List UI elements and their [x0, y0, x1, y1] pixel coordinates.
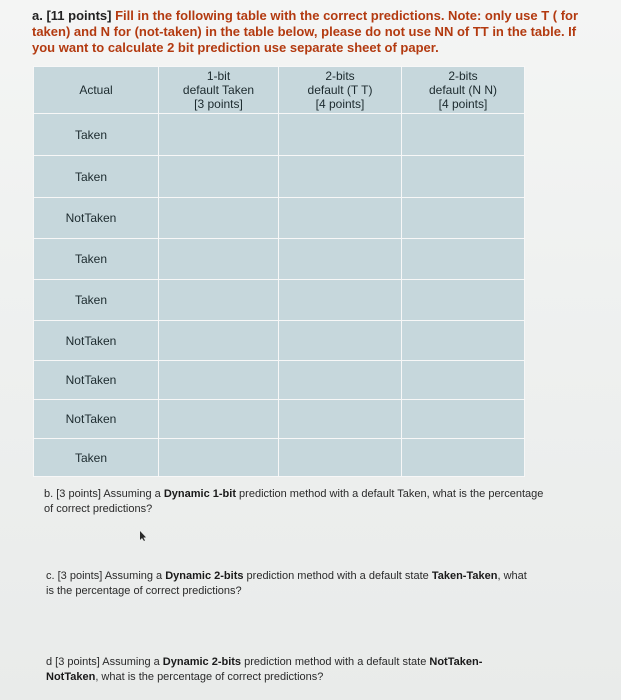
prediction-2bit-nn-cell[interactable] — [402, 400, 525, 439]
prediction-2bit-nn-cell[interactable] — [402, 321, 525, 361]
table-row — [34, 239, 525, 280]
prediction-1bit-cell[interactable] — [159, 361, 279, 400]
table-row — [34, 156, 525, 198]
table-row — [34, 361, 525, 400]
actual-cell: NotTaken — [34, 198, 159, 239]
header-actual: Actual — [34, 67, 159, 114]
prediction-2bit-tt-cell[interactable] — [279, 321, 402, 361]
prediction-1bit-cell[interactable] — [159, 400, 279, 439]
question-d: d [3 points] Assuming a Dynamic 2-bits prediction method with a default state NotTaken-NotTaken, what is the percentage of correct predictions? — [46, 656, 483, 683]
actual-cell: NotTaken — [34, 321, 159, 361]
header-2bits-default-tt: 2-bits default (T T) [4 points] — [279, 67, 402, 114]
question-a-text: Fill in the following table with the correct predictions. Note: only use T ( for taken) and N for (not-taken) in the table below, please do not use NN of TT in the table. If you want to calculate 2 bit prediction use separate sheet of paper. — [32, 8, 579, 55]
prediction-1bit-cell[interactable] — [159, 114, 279, 156]
prediction-1bit-cell[interactable] — [159, 439, 279, 477]
question-c: c. [3 points] Assuming a Dynamic 2-bits prediction method with a default state Taken-Taken, what is the percentage of correct predictions? — [46, 570, 527, 597]
actual-cell: Taken — [34, 280, 159, 321]
actual-cell: Taken — [34, 239, 159, 280]
prediction-2bit-tt-cell[interactable] — [279, 280, 402, 321]
prediction-2bit-tt-cell[interactable] — [279, 198, 402, 239]
prediction-1bit-cell[interactable] — [159, 156, 279, 198]
table-row — [34, 321, 525, 361]
prediction-2bit-nn-cell[interactable] — [402, 198, 525, 239]
table-row — [34, 400, 525, 439]
prediction-2bit-nn-cell[interactable] — [402, 280, 525, 321]
table-row — [34, 198, 525, 239]
prediction-2bit-tt-cell[interactable] — [279, 156, 402, 198]
prediction-2bit-tt-cell[interactable] — [279, 439, 402, 477]
question-b: b. [3 points] Assuming a Dynamic 1-bit prediction method with a default Taken, what is the percentage of correct predictions? — [44, 488, 544, 515]
prediction-2bit-tt-cell[interactable] — [279, 114, 402, 156]
actual-cell: Taken — [34, 439, 159, 477]
question-a-label: a. [11 points] — [32, 8, 112, 23]
actual-cell: NotTaken — [34, 361, 159, 400]
header-2bits-default-nn: 2-bits default (N N) [4 points] — [402, 67, 525, 114]
header-1bit-default-taken: 1-bit default Taken [3 points] — [159, 67, 279, 114]
prediction-2bit-tt-cell[interactable] — [279, 361, 402, 400]
prediction-2bit-nn-cell[interactable] — [402, 439, 525, 477]
table-header-row — [34, 67, 525, 114]
prediction-2bit-tt-cell[interactable] — [279, 239, 402, 280]
actual-cell: Taken — [34, 114, 159, 156]
prediction-2bit-nn-cell[interactable] — [402, 361, 525, 400]
prediction-1bit-cell[interactable] — [159, 239, 279, 280]
prediction-2bit-nn-cell[interactable] — [402, 156, 525, 198]
table-row — [34, 114, 525, 156]
prediction-1bit-cell[interactable] — [159, 198, 279, 239]
prediction-table — [33, 66, 525, 477]
actual-cell: NotTaken — [34, 400, 159, 439]
prediction-2bit-tt-cell[interactable] — [279, 400, 402, 439]
question-a — [32, 8, 592, 56]
actual-cell: Taken — [34, 156, 159, 198]
prediction-2bit-nn-cell[interactable] — [402, 114, 525, 156]
table-row — [34, 280, 525, 321]
prediction-1bit-cell[interactable] — [159, 280, 279, 321]
mouse-cursor-icon — [139, 531, 147, 541]
prediction-2bit-nn-cell[interactable] — [402, 239, 525, 280]
prediction-1bit-cell[interactable] — [159, 321, 279, 361]
table-row — [34, 439, 525, 477]
